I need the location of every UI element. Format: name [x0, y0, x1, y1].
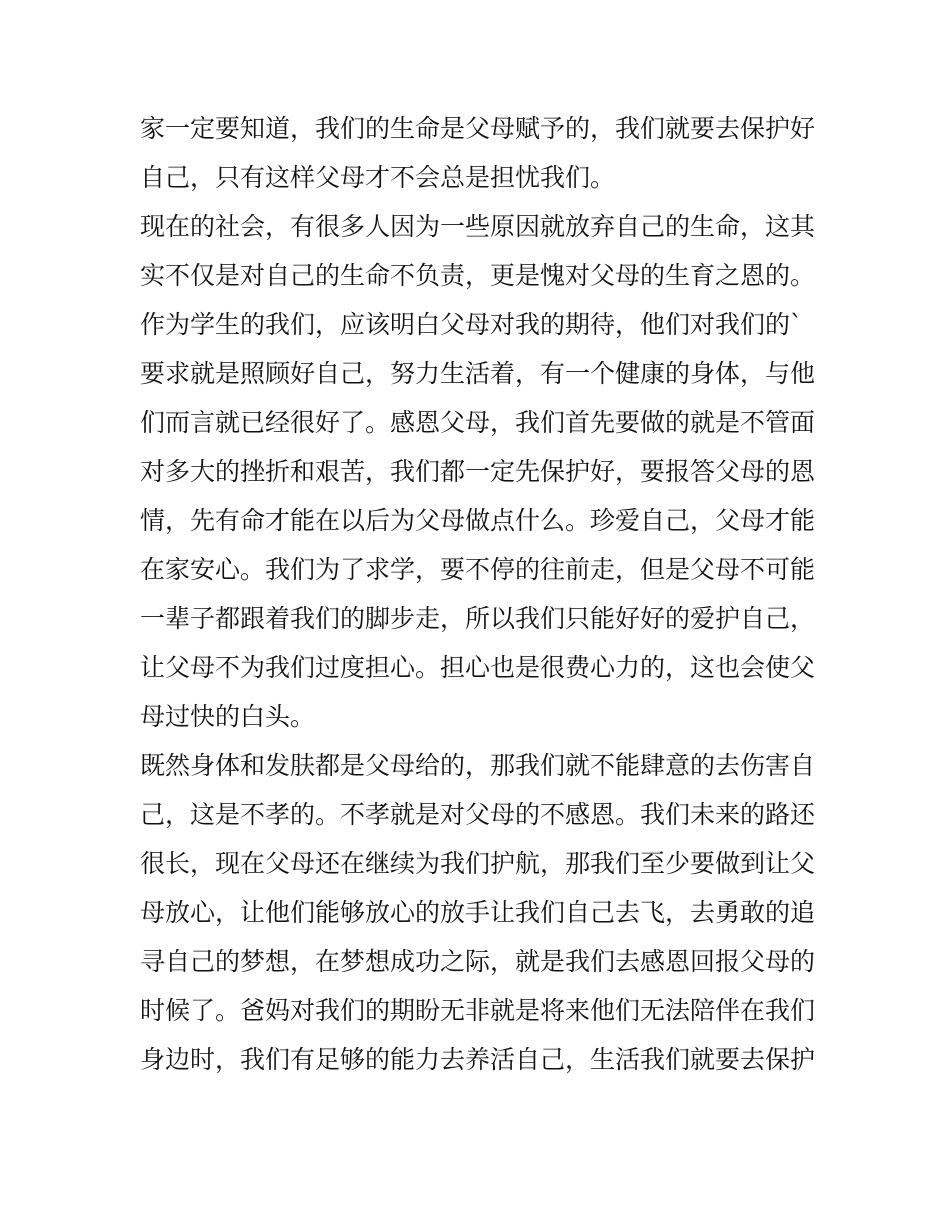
text-line: 要求就是照顾好自己，努力生活着，有一个健康的身体，与他	[140, 359, 816, 388]
text-line: 在家安心。我们为了求学，要不停的往前走，但是父母不可能	[140, 555, 816, 584]
text-line: 让父母不为我们过度担心。担心也是很费心力的，这也会使父	[140, 653, 816, 682]
text-line: 寻自己的梦想，在梦想成功之际，就是我们去感恩回报父母的	[140, 947, 816, 976]
text-line: 很长，现在父母还在继续为我们护航，那我们至少要做到让父	[140, 849, 816, 878]
text-line: 己，这是不孝的。不孝就是对父母的不感恩。我们未来的路还	[140, 800, 816, 829]
text-line: 时候了。爸妈对我们的期盼无非就是将来他们无法陪伴在我们	[140, 996, 816, 1025]
text-line: 身边时，我们有足够的能力去养活自己，生活我们就要去保护	[140, 1045, 816, 1074]
text-line: 作为学生的我们，应该明白父母对我的期待，他们对我们的`	[140, 310, 803, 339]
text-line: 实不仅是对自己的生命不负责，更是愧对父母的生育之恩的。	[140, 261, 816, 290]
text-line: 既然身体和发肤都是父母给的，那我们就不能肆意的去伤害自	[140, 751, 816, 780]
text-line: 们而言就已经很好了。感恩父母，我们首先要做的就是不管面	[140, 408, 816, 437]
text-line: 情，先有命才能在以后为父母做点什么。珍爱自己，父母才能	[140, 506, 816, 535]
text-line: 家一定要知道，我们的生命是父母赋予的，我们就要去保护好	[140, 114, 816, 143]
text-line: 一辈子都跟着我们的脚步走，所以我们只能好好的爱护自己，	[140, 604, 816, 633]
text-line: 对多大的挫折和艰苦，我们都一定先保护好，要报答父母的恩	[140, 457, 816, 486]
text-line: 母放心，让他们能够放心的放手让我们自己去飞，去勇敢的追	[140, 898, 816, 927]
text-line: 母过快的白头。	[140, 702, 316, 731]
text-line: 现在的社会，有很多人因为一些原因就放弃自己的生命，这其	[140, 212, 816, 241]
body-text	[140, 104, 820, 1084]
text-line: 自己，只有这样父母才不会总是担忧我们。	[140, 163, 616, 192]
